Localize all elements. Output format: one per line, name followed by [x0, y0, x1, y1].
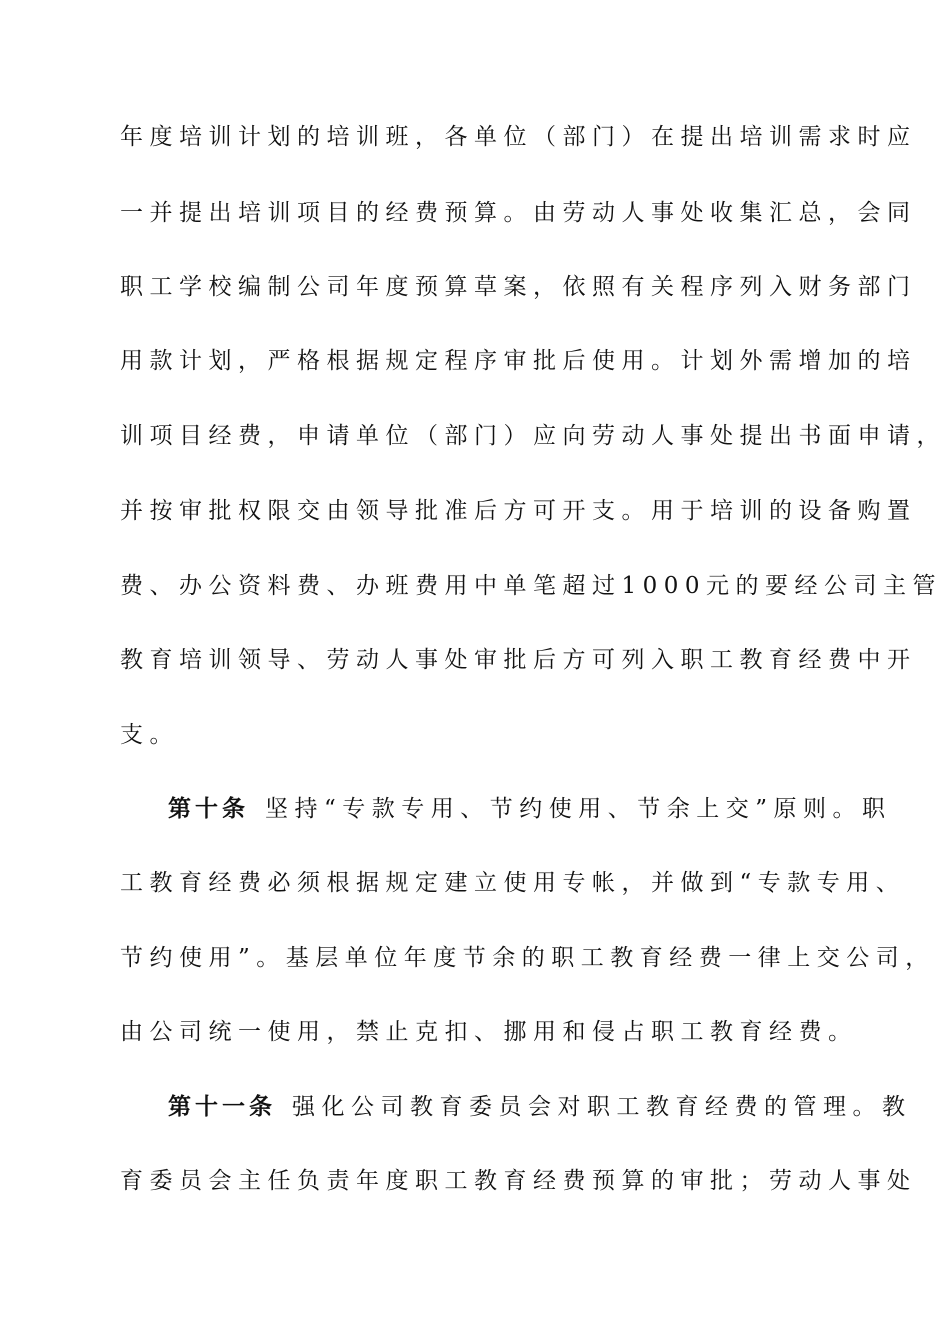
body-line: 职工学校编制公司年度预算草案，依照有关程序列入财务部门 [120, 274, 917, 300]
article-11-first-line [168, 1092, 912, 1122]
body-line: 教育培训领导、劳动人事处审批后方可列入职工教育经费中开 [120, 647, 917, 673]
body-line: 节约使用”。基层单位年度节余的职工教育经费一律上交公司， [120, 945, 935, 971]
body-line: 训项目经费，申请单位（部门）应向劳动人事处提出书面申请， [120, 423, 946, 449]
article-10-heading: 第十条 [168, 795, 249, 822]
body-line: 年度培训计划的培训班，各单位（部门）在提出培训需求时应 [120, 124, 917, 150]
body-line: 用款计划，严格根据规定程序审批后使用。计划外需增加的培 [120, 348, 917, 374]
article-11-text: 强化公司教育委员会对职工教育经费的管理。教 [292, 1094, 912, 1120]
article-10-first-line [168, 794, 892, 824]
body-line: 工教育经费必须根据规定建立使用专帐，并做到“专款专用、 [120, 870, 906, 896]
body-line: 由公司统一使用，禁止克扣、挪用和侵占职工教育经费。 [120, 1019, 858, 1045]
article-11-heading: 第十一条 [168, 1093, 276, 1120]
body-line: 支。 [120, 722, 179, 748]
article-10-text: 坚持“专款专用、节约使用、节余上交”原则。职 [265, 796, 892, 822]
body-line: 费、办公资料费、办班费用中单笔超过1000元的要经公司主管 [120, 573, 943, 599]
body-line: 一并提出培训项目的经费预算。由劳动人事处收集汇总，会同 [120, 200, 917, 226]
body-line: 并按审批权限交由领导批准后方可开支。用于培训的设备购置 [120, 498, 917, 524]
body-line: 育委员会主任负责年度职工教育经费预算的审批；劳动人事处 [120, 1168, 917, 1194]
